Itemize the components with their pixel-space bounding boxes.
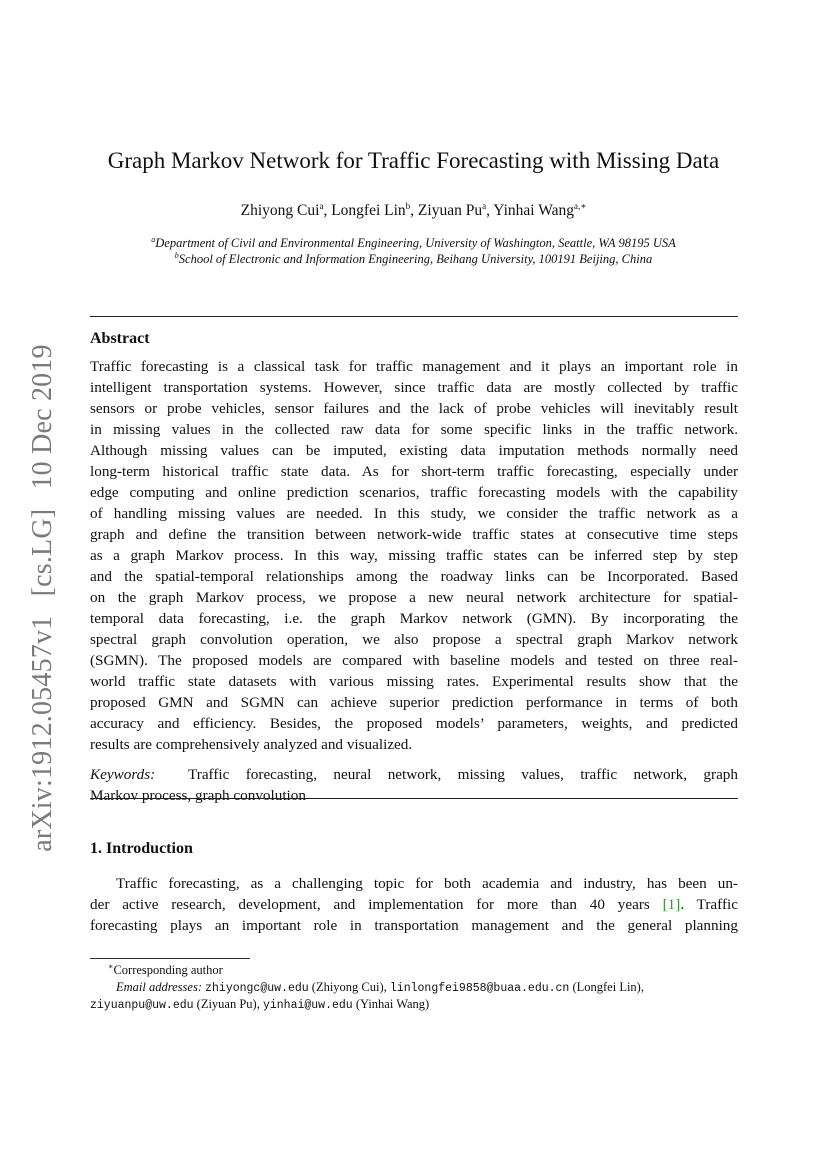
paper-title: Graph Markov Network for Traffic Forecasting with Missing Data	[107, 148, 720, 173]
email-address[interactable]: yinhai@uw.edu	[262, 999, 353, 1012]
abstract-line: world traffic state datasets with various missing rates. Experimental results show that the	[90, 673, 738, 690]
arxiv-stamp	[27, 338, 59, 858]
intro-line: forecasting plays an important role in transportation management and the general planning	[90, 917, 738, 934]
citation-link[interactable]: [1]	[662, 896, 681, 913]
abstract-line: temporal data forecasting, i.e. the graph Markov network (GMN). By incorporating the	[90, 610, 738, 627]
abstract-line: Although missing values can be imputed, existing data imputation methods normally need	[90, 442, 738, 459]
abstract-heading: Abstract	[90, 330, 150, 347]
footnote-corresponding: ∗Corresponding author	[108, 962, 223, 977]
email-address[interactable]: linlongfei9858@buaa.edu.cn	[389, 982, 570, 995]
email-address[interactable]: ziyuanpu@uw.edu	[90, 999, 194, 1012]
abstract-line: intelligent transportation systems. However, since traffic data are mostly collected by traffic	[90, 379, 738, 396]
intro-line: der active research, development, and implementation for more than 40 years [1]. Traffic	[90, 896, 738, 913]
abstract-line: proposed GMN and SGMN can achieve superior prediction performance in terms of both	[90, 694, 738, 711]
abstract-line: long-term historical traffic state data. As for short-term traffic forecasting, especially under	[90, 463, 738, 480]
arxiv-category: [cs.LG]	[27, 508, 58, 597]
abstract-line: (SGMN). The proposed models are compared with baseline models and tested on three real-	[90, 652, 738, 669]
keywords-line-2: Markov process, graph convolution	[90, 787, 306, 804]
abstract-line: accuracy and efficiency. Besides, the proposed models’ parameters, weights, and predicted	[90, 715, 738, 732]
affiliation-a: $^a$Department of Civil and Environmental Engineering, University of Washington, Seattle, WA 98195 USA	[151, 235, 676, 250]
author-name: Ziyuan Pu	[417, 202, 483, 219]
abstract-line: on the graph Markov process, we propose a new neural network architecture for spatial-	[90, 589, 738, 606]
abstract-line: graph and define the transition between network-wide traffic states at consecutive time steps	[90, 526, 738, 543]
abstract-line: Traffic forecasting is a classical task for traffic management and it plays an important role in	[90, 358, 738, 375]
arxiv-id: arXiv:1912.05457v1	[27, 615, 58, 852]
abstract-line: edge computing and online prediction scenarios, traffic forecasting models with the capability	[90, 484, 738, 501]
affiliation-b: $^b$School of Electronic and Information Engineering, Beihang University, 100191 Beijing, China	[174, 251, 653, 266]
abstract-line: results are comprehensively analyzed and visualized.	[90, 736, 413, 753]
abstract-line: spectral graph convolution operation, we also propose a spectral graph Markov network	[90, 631, 738, 648]
section-heading-introduction: 1. Introduction	[90, 840, 193, 857]
abstract-line: sensors or probe vehicles, sensor failures and the lack of probe vehicles will inevitably result	[90, 400, 738, 417]
footnote-rule	[90, 958, 250, 959]
abstract-line: in missing values in the collected raw data for some specific links in the traffic network.	[90, 421, 738, 438]
author-list: Zhiyong Cui$^a$, Longfei Lin$^b$, Ziyuan Pu$^a$, Yinhai Wang$^{a,∗}$	[240, 201, 587, 219]
abstract-line: of handling missing values are needed. In this study, we consider the traffic network as a	[90, 505, 738, 522]
keywords-line-1: Keywords: Traffic forecasting, neural network, missing values, traffic network, graph	[90, 766, 738, 783]
author-name: Yinhai Wang	[493, 202, 574, 219]
abstract-top-rule	[90, 316, 738, 317]
keywords-label: Keywords:	[90, 766, 156, 783]
footnote-emails-line-2: ziyuanpu@uw.edu (Ziyuan Pu), yinhai@uw.edu (Yinhai Wang)	[90, 997, 430, 1012]
abstract-line: and the spatial-temporal relationships among the roadway links can be Incorporated. Based	[90, 568, 738, 585]
intro-line: Traffic forecasting, as a challenging topic for both academia and industry, has been un-	[116, 875, 738, 892]
email-label: Email addresses:	[116, 980, 202, 994]
abstract-line: as a graph Markov process. In this way, missing traffic states can be inferred step by step	[90, 547, 738, 564]
abstract-bottom-rule	[90, 798, 738, 799]
author-name: Longfei Lin	[331, 202, 406, 219]
email-address[interactable]: zhiyongc@uw.edu	[205, 982, 309, 995]
arxiv-date: 10 Dec 2019	[27, 344, 58, 490]
author-name: Zhiyong Cui	[240, 202, 320, 219]
footnote-emails-line-1: Email addresses: zhiyongc@uw.edu (Zhiyong Cui), linlongfei9858@buaa.edu.cn (Longfei Lin),	[116, 980, 644, 995]
